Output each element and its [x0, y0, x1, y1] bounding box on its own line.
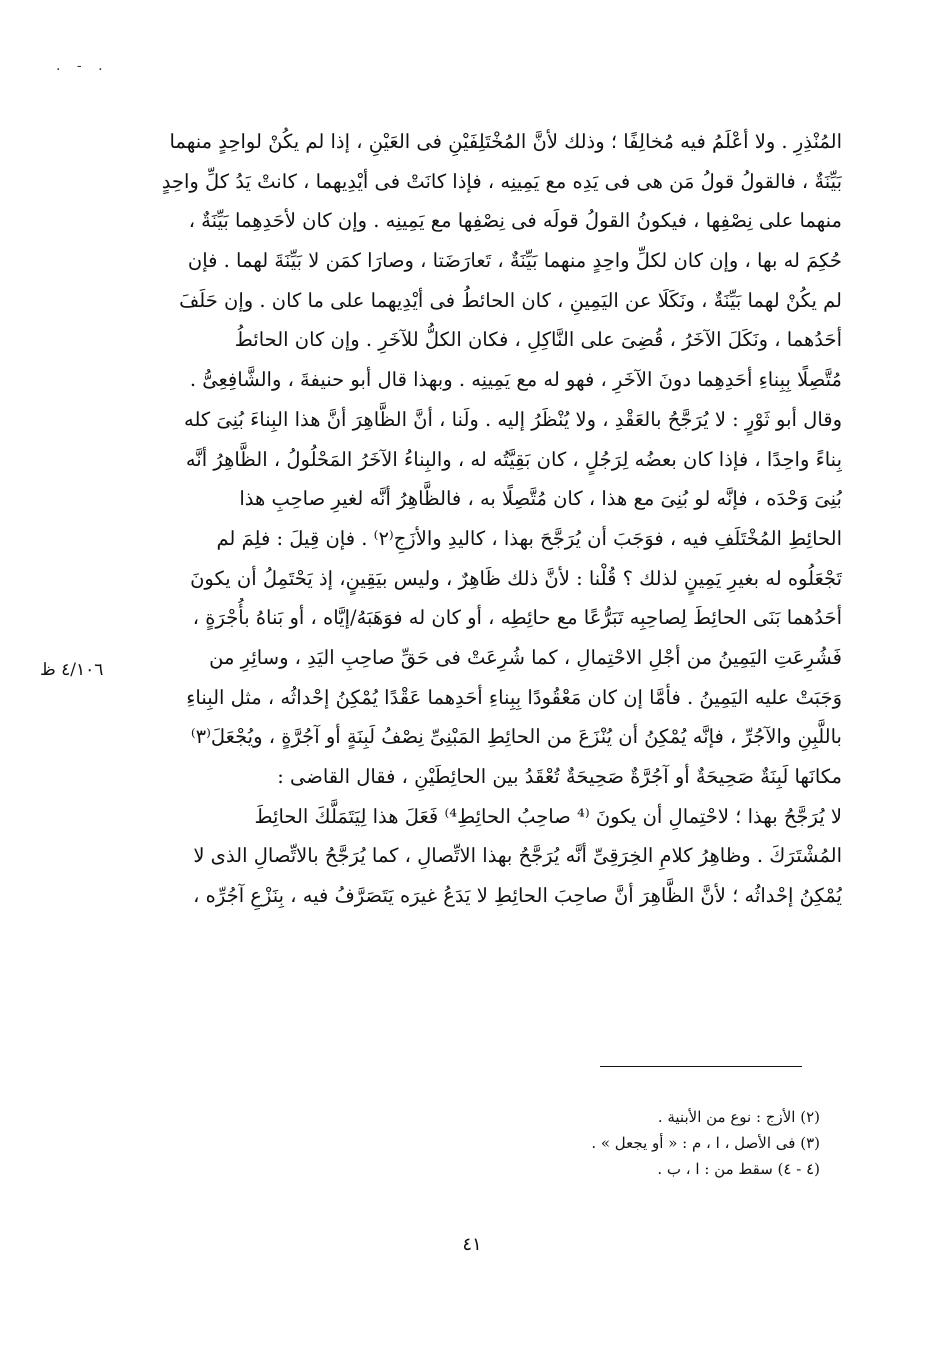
text-line: منهما على نِصْفِها ، فيكونُ القولُ قولَه فى نِصْفِها مع يَمِينِه . وإن كان لأحَدِهِما بَيِّنَةٌ ، — [188, 209, 842, 233]
main-text-block — [150, 122, 842, 916]
text-line: فَشُرِعَتِ اليَمِينُ من أجْلِ الاحْتِمالِ ، كما شُرِعَتْ فى حَقِّ صاحِبِ اليَدِ ، وسائِرِ من — [209, 645, 842, 669]
text-line: حُكِمَ له بها ، وإن كان لكلِّ واحِدٍ منهما بَيِّنَةٌ ، تَعارَضَتا ، وصارَا كمَن لا بَيِّنَةَ لهما . فإن — [187, 249, 842, 273]
text-line: أحَدُهما ، ونَكَلَ الآخَرُ ، قُضِىَ على النَّاكِلِ ، فكان الكلُّ للآخَرِ . وإن كان الحائطُ — [234, 328, 842, 352]
text-line: بُنِىَ وَحْدَه ، فإنَّه لو بُنِىَ مع هذا ، كان مُتَّصِلًا به ، فالظَّاهِرُ أنَّه لغيرِ صاحِبِ هذا — [239, 487, 842, 511]
text-line: وَجَبَتْ عليه اليَمِينُ . فأمَّا إن كان مَعْقُودًا بِبِناءِ أحَدِهما عَقْدًا يُمْكِنُ إحْداثُه ، مثل البِناءِ — [186, 685, 842, 709]
text-line: المُنْذِرِ . ولا أعْلَمُ فيه مُخالِفًا ؛ وذلك لأنَّ المُخْتَلِفَيْنِ فى العَيْنِ ، إذا لم يكُنْ لواحِدٍ منهما — [169, 130, 842, 153]
text-line: لا يُرَجَّحُ بهذا ؛ لاحْتِمالِ أن يكونَ ⁽⁴ صاحِبُ الحائِطِ⁴⁾ فَعَلَ هذا لِيَتَمَلَّكَ الحائِطَ — [254, 804, 842, 828]
margin-folio-note: ٤/١٠٦ ظ — [40, 660, 104, 680]
text-line: الحائِطِ المُخْتَلَفِ فيه ، فوَجَبَ أن يُرَجَّحَ بهذا ، كاليدِ والأزَجِ⁽٢⁾ . فإن قِيلَ : فلِمَ لم — [216, 526, 842, 550]
text-line: وقال أبو ثَوْرٍ : لا يُرَجَّحُ بالعَقْدِ ، ولا يُنْظَرُ إليه . ولَنا ، أنَّ الظَّاهِرَ أنَّ هذا البِناءَ بُنِىَ كله — [183, 407, 842, 431]
text-line: أحَدُهما بَنَى الحائِطَ لِصاحِبِه تَبَرُّعًا مع حائِطِه ، أو كان له فوَهَبَهُ/إيَّاه ، أو بَناهُ بأُجْرَةٍ ، — [192, 606, 842, 630]
footnotes-block — [480, 1104, 820, 1182]
text-line: مكانَها لَبِنَةٌ صَحِيحَةٌ أو آجُرَّةٌ صَحِيحَةٌ تُعْقَدُ بين الحائِطَيْنِ ، فقال القاضى : — [277, 765, 842, 788]
footnote: (٢) الأزج : نوع من الأبنية . — [657, 1108, 820, 1126]
text-line: يُمْكِنُ إحْداثُه ؛ لأنَّ الظَّاهِرَ أنَّ صاحِبَ الحائِطِ لا يَدَعُ غيرَه يَتَصَرَّفُ فيه ، بِنَزْعِ آجُرِّه ، — [193, 884, 842, 908]
text-line: بَيِّنَةٌ ، فالقولُ قولُ مَن هى فى يَدِه مع يَمِينِه ، فإذا كانَتْ فى أيْدِيهما ، كانتْ يَدُ كلِّ واحِدٍ — [161, 169, 842, 193]
text-line: بِناءً واحِدًا ، فإذا كان بعضُه لِرَجُلٍ ، كان بَقِيَّتُه له ، والبِناءُ الآخَرُ المَحْلُولُ ، الظَّاهِرُ أنَّه — [185, 447, 842, 471]
page-number: ٤١ — [462, 1234, 482, 1255]
corner-marks: . - . — [56, 58, 109, 74]
text-line: لم يكُنْ لهما بَيِّنَةٌ ، ونَكَلَا عن اليَمِينِ ، كان الحائطُ فى أيْدِيهما على ما كان . وإن حَلَفَ — [179, 288, 842, 312]
text-line: تَجْعَلُوه له بغيرِ يَمِينٍ لذلك ؟ قُلْنا : لأنَّ ذلك ظَاهِرٌ ، وليس بيَقِينٍ، إذ يَحْتَمِلُ أن يكونَ — [190, 566, 842, 590]
footnote: (٣) فى الأصل ، ا ، م : « أو يجعل » . — [591, 1134, 820, 1152]
footnote: (٤ - ٤) سقط من : ا ، ب . — [657, 1160, 820, 1178]
text-line: المُشْتَرَكَ . وظاهِرُ كلامِ الخِرَقِىِّ أنَّه يُرَجَّحُ بهذا الاتِّصالِ ، كما يُرَجَّحُ بالاتِّصالِ الذى لا — [193, 844, 842, 868]
text-line: مُتَّصِلًا بِبِناءِ أحَدِهِما دونَ الآخَرِ ، فهو له مع يَمِينِه . وبهذا قال أبو حنيفةَ ، والشَّافِعِىُّ . — [189, 368, 842, 392]
text-line: باللَّبِنِ والآجُرِّ ، فإنَّه يُمْكِنُ أن يُنْزَعَ من الحائِطِ المَبْنِىِّ نِصْفُ لَبِنَةٍ أو آجُرَّةٍ ، ويُجْعَلَ⁽٣⁾ — [190, 725, 842, 749]
footnote-divider — [600, 1066, 802, 1067]
